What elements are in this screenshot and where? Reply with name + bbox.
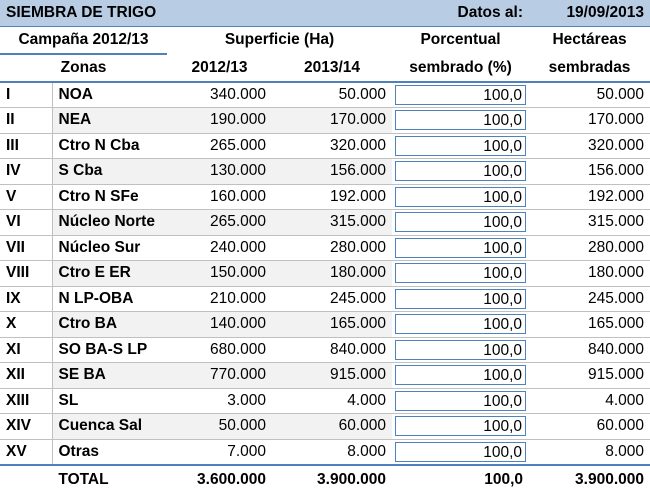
surface-2012-cell: 340.000 — [167, 82, 272, 108]
zone-code: VI — [0, 210, 52, 236]
zone-code: XIII — [0, 388, 52, 414]
percent-sown-input[interactable]: 100,0 — [395, 365, 526, 385]
percent-sown-cell — [392, 108, 529, 134]
surface-2013-cell: 315.000 — [272, 210, 392, 236]
zone-code: II — [0, 108, 52, 134]
surface-2012-cell: 7.000 — [167, 439, 272, 465]
surface-2012-cell: 50.000 — [167, 414, 272, 440]
zone-code: VII — [0, 235, 52, 261]
zone-name: Núcleo Sur — [52, 235, 167, 261]
table-row — [0, 363, 650, 389]
surface-2012-cell: 265.000 — [167, 133, 272, 159]
header-row-1 — [0, 26, 650, 54]
hectares-header-2: sembradas — [529, 54, 650, 82]
percent-sown-input[interactable]: 100,0 — [395, 416, 526, 436]
percent-sown-cell — [392, 159, 529, 185]
zone-code: IX — [0, 286, 52, 312]
percent-sown-input[interactable]: 100,0 — [395, 85, 526, 105]
zone-name: NEA — [52, 108, 167, 134]
date-value: 19/09/2013 — [529, 0, 650, 26]
zone-code: V — [0, 184, 52, 210]
surface-2013-cell: 50.000 — [272, 82, 392, 108]
campaign-header: Campaña 2012/13 — [0, 26, 167, 54]
surface-2013-cell: 180.000 — [272, 261, 392, 287]
hectares-sown-cell: 50.000 — [529, 82, 650, 108]
date-label: Datos al: — [392, 0, 529, 26]
surface-2013-cell: 320.000 — [272, 133, 392, 159]
hectares-sown-cell: 8.000 — [529, 439, 650, 465]
surface-2012-cell: 150.000 — [167, 261, 272, 287]
total-2013: 3.900.000 — [272, 465, 392, 494]
zone-code: VIII — [0, 261, 52, 287]
zone-code: XI — [0, 337, 52, 363]
zone-name: Ctro E ER — [52, 261, 167, 287]
percent-sown-cell — [392, 312, 529, 338]
percent-sown-input[interactable]: 100,0 — [395, 161, 526, 181]
percent-sown-cell — [392, 261, 529, 287]
percent-header-2: sembrado (%) — [392, 54, 529, 82]
zone-code: X — [0, 312, 52, 338]
zone-name: S Cba — [52, 159, 167, 185]
surface-2013-cell: 915.000 — [272, 363, 392, 389]
hectares-sown-cell: 192.000 — [529, 184, 650, 210]
zone-rows — [0, 82, 650, 465]
total-row — [0, 465, 650, 494]
surface-2013-cell: 4.000 — [272, 388, 392, 414]
zone-name: Núcleo Norte — [52, 210, 167, 236]
table-row — [0, 388, 650, 414]
percent-sown-cell — [392, 133, 529, 159]
surface-2012-cell: 3.000 — [167, 388, 272, 414]
table-row — [0, 133, 650, 159]
surface-2013-cell: 192.000 — [272, 184, 392, 210]
surface-2012-cell: 240.000 — [167, 235, 272, 261]
percent-sown-cell — [392, 210, 529, 236]
table-row — [0, 82, 650, 108]
surface-2012-cell: 265.000 — [167, 210, 272, 236]
surface-2012-cell: 160.000 — [167, 184, 272, 210]
percent-sown-input[interactable]: 100,0 — [395, 391, 526, 411]
hectares-header-1: Hectáreas — [552, 31, 627, 49]
hectares-sown-cell: 915.000 — [529, 363, 650, 389]
surface-2013-cell: 8.000 — [272, 439, 392, 465]
zones-header: Zonas — [0, 54, 167, 82]
zone-name: SO BA-S LP — [52, 337, 167, 363]
zone-name: Ctro N Cba — [52, 133, 167, 159]
hectares-sown-cell: 180.000 — [529, 261, 650, 287]
table-row — [0, 439, 650, 465]
surface-header: Superficie (Ha) — [224, 31, 335, 49]
table-row — [0, 312, 650, 338]
zone-name: Ctro N SFe — [52, 184, 167, 210]
hectares-sown-cell: 280.000 — [529, 235, 650, 261]
zone-code: I — [0, 82, 52, 108]
zone-code: III — [0, 133, 52, 159]
zone-name: SE BA — [52, 363, 167, 389]
year-2012-header: 2012/13 — [167, 54, 272, 82]
hectares-sown-cell: 315.000 — [529, 210, 650, 236]
percent-sown-input[interactable]: 100,0 — [395, 314, 526, 334]
surface-2013-cell: 280.000 — [272, 235, 392, 261]
percent-header-1: Porcentual — [420, 31, 501, 49]
zone-code: XIV — [0, 414, 52, 440]
hectares-sown-cell: 165.000 — [529, 312, 650, 338]
year-2013-header: 2013/14 — [272, 54, 392, 82]
percent-sown-cell — [392, 82, 529, 108]
hectares-sown-cell: 4.000 — [529, 388, 650, 414]
percent-sown-cell — [392, 235, 529, 261]
table-row — [0, 184, 650, 210]
total-2012: 3.600.000 — [167, 465, 272, 494]
surface-2012-cell: 210.000 — [167, 286, 272, 312]
hectares-sown-cell: 170.000 — [529, 108, 650, 134]
percent-sown-input[interactable]: 100,0 — [395, 187, 526, 207]
zone-code: IV — [0, 159, 52, 185]
zone-name: Cuenca Sal — [52, 414, 167, 440]
percent-sown-input[interactable]: 100,0 — [395, 442, 526, 462]
table-row — [0, 159, 650, 185]
surface-2013-cell: 840.000 — [272, 337, 392, 363]
zone-name: Otras — [52, 439, 167, 465]
table-row — [0, 235, 650, 261]
percent-sown-cell — [392, 286, 529, 312]
table-row — [0, 337, 650, 363]
surface-2012-cell: 190.000 — [167, 108, 272, 134]
surface-2013-cell: 245.000 — [272, 286, 392, 312]
header-row-2 — [0, 54, 650, 82]
table-row — [0, 261, 650, 287]
percent-sown-input[interactable]: 100,0 — [395, 238, 526, 258]
table-row — [0, 286, 650, 312]
table-row — [0, 414, 650, 440]
surface-2012-cell: 140.000 — [167, 312, 272, 338]
hectares-sown-cell: 245.000 — [529, 286, 650, 312]
hectares-sown-cell: 156.000 — [529, 159, 650, 185]
percent-sown-input[interactable]: 100,0 — [395, 289, 526, 309]
percent-sown-cell — [392, 439, 529, 465]
hectares-sown-cell: 320.000 — [529, 133, 650, 159]
surface-2012-cell: 130.000 — [167, 159, 272, 185]
zone-code: XV — [0, 439, 52, 465]
table-row — [0, 108, 650, 134]
surface-2012-cell: 770.000 — [167, 363, 272, 389]
zone-name: Ctro BA — [52, 312, 167, 338]
total-label: TOTAL — [0, 465, 167, 494]
percent-sown-cell — [392, 388, 529, 414]
surface-2013-cell: 60.000 — [272, 414, 392, 440]
surface-2012-cell: 680.000 — [167, 337, 272, 363]
surface-2013-cell: 170.000 — [272, 108, 392, 134]
surface-2013-cell: 165.000 — [272, 312, 392, 338]
total-percent: 100,0 — [392, 465, 529, 494]
zone-name: NOA — [52, 82, 167, 108]
zone-name: SL — [52, 388, 167, 414]
hectares-sown-cell: 840.000 — [529, 337, 650, 363]
surface-2013-cell: 156.000 — [272, 159, 392, 185]
percent-sown-input[interactable]: 100,0 — [395, 136, 526, 156]
percent-sown-input[interactable]: 100,0 — [395, 212, 526, 232]
table-row — [0, 210, 650, 236]
percent-sown-cell — [392, 363, 529, 389]
percent-sown-input[interactable]: 100,0 — [395, 263, 526, 283]
sheet-title: SIEMBRA DE TRIGO — [0, 0, 392, 26]
percent-sown-input[interactable]: 100,0 — [395, 340, 526, 360]
hectares-sown-cell: 60.000 — [529, 414, 650, 440]
zone-code: XII — [0, 363, 52, 389]
percent-sown-input[interactable]: 100,0 — [395, 110, 526, 130]
zone-name: N LP-OBA — [52, 286, 167, 312]
total-hectares: 3.900.000 — [529, 465, 650, 494]
title-bar — [0, 0, 650, 26]
percent-sown-cell — [392, 414, 529, 440]
percent-sown-cell — [392, 337, 529, 363]
percent-sown-cell — [392, 184, 529, 210]
